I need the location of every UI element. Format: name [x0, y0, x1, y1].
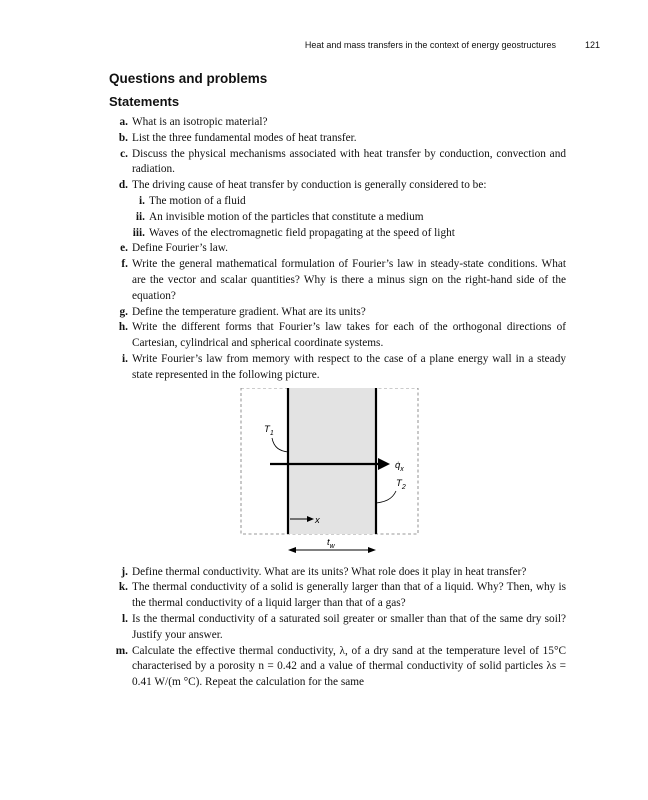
question-i [104, 352, 566, 384]
question-text: Write the different forms that Fourier’s law takes for each of the orthogonal directions of Cartesian, cylindrical and spherical coordinate systems. [132, 321, 566, 350]
question-k [104, 580, 566, 612]
question-label: a. [119, 116, 128, 128]
option-text: The motion of a fluid [149, 194, 246, 207]
wall-body [288, 388, 376, 534]
question-label: g. [119, 305, 128, 318]
t2-label: $T_2$ [396, 477, 406, 491]
option-text: Waves of the electromagnetic field propagating at the speed of light [149, 226, 455, 239]
option-i [104, 194, 566, 210]
question-g [104, 305, 566, 321]
question-text: Define the temperature gradient. What are its units? [132, 305, 366, 318]
question-list [104, 115, 566, 691]
question-e [104, 241, 566, 257]
question-c [104, 147, 566, 179]
question-label: f. [121, 258, 128, 271]
question-label: c. [120, 147, 128, 160]
subsection-title: Statements [109, 94, 180, 109]
option-label: ii. [135, 210, 145, 223]
question-text: What is an isotropic material? [132, 116, 268, 128]
question-text: Define Fourier’s law. [132, 242, 228, 255]
question-label: d. [118, 179, 128, 192]
question-label: i. [122, 352, 128, 365]
section-title: Questions and problems [109, 71, 268, 86]
t1-label: $T_1$ [264, 423, 274, 437]
heat-flux-label: $q̇_x$ [395, 459, 404, 473]
thickness-label: $t_w$ [327, 536, 335, 550]
question-f [104, 257, 566, 304]
question-text: The thermal conductivity of a solid is generally larger than that of a liquid. Why? Then, why is the thermal conductivity of a liquid larger than that of a gas? [132, 581, 566, 610]
question-text: Define thermal conductivity. What are its units? What role does it play in heat transfer? [132, 565, 527, 578]
option-label: iii. [132, 226, 145, 239]
question-d [104, 178, 566, 194]
option-label: i. [139, 194, 145, 207]
thickness-arrowhead-left [288, 547, 296, 553]
question-label: l. [122, 612, 128, 625]
question-text: Calculate the effective thermal conductivity, λ, of a dry sand at the temperature level of 15°C characterised by a porosity n = 0.42 and a value of thermal conductivity of solid particles λs = 0.41 W/(m °C). Repeat the calculation for the same [132, 644, 566, 689]
question-label: k. [118, 581, 128, 594]
question-label: m. [115, 644, 128, 657]
x-axis-label: x [315, 514, 320, 526]
running-head [0, 40, 648, 54]
option-ii [104, 210, 566, 226]
question-a [104, 115, 566, 131]
t1-leader [272, 438, 288, 452]
question-h [104, 320, 566, 352]
question-label: j. [121, 565, 128, 578]
option-text: An invisible motion of the particles that constitute a medium [149, 210, 424, 223]
question-j [104, 565, 566, 581]
t2-leader [376, 491, 396, 503]
question-b [104, 131, 566, 147]
question-m [104, 644, 566, 691]
plane-wall-figure [104, 388, 566, 564]
option-iii [104, 226, 566, 242]
page-number: 121 [584, 40, 600, 50]
question-text: Write the general mathematical formulation of Fourier’s law in steady-state conditions. What are the vector and scalar quantities? Why is there a minus sign on the right-hand side of the equation? [132, 258, 566, 302]
question-text: Discuss the physical mechanisms associated with heat transfer by conduction, convection and radiation. [132, 147, 566, 176]
question-text: Write Fourier’s law from memory with respect to the case of a plane energy wall in a steady state represented in the following picture. [132, 352, 566, 381]
thickness-arrowhead-right [368, 547, 376, 553]
heat-flux-arrowhead [378, 458, 390, 470]
question-label: b. [118, 131, 128, 144]
question-text: The driving cause of heat transfer by conduction is generally considered to be: [132, 179, 487, 192]
plane-wall-diagram [104, 388, 566, 564]
running-title: Heat and mass transfers in the context of energy geostructures [304, 40, 556, 50]
question-text: Is the thermal conductivity of a saturated soil greater or smaller than that of the same dry soil? Justify your answer. [132, 612, 566, 641]
question-text: List the three fundamental modes of heat transfer. [132, 131, 357, 144]
question-label: h. [118, 321, 128, 334]
question-l [104, 612, 566, 644]
question-label: e. [120, 242, 128, 255]
